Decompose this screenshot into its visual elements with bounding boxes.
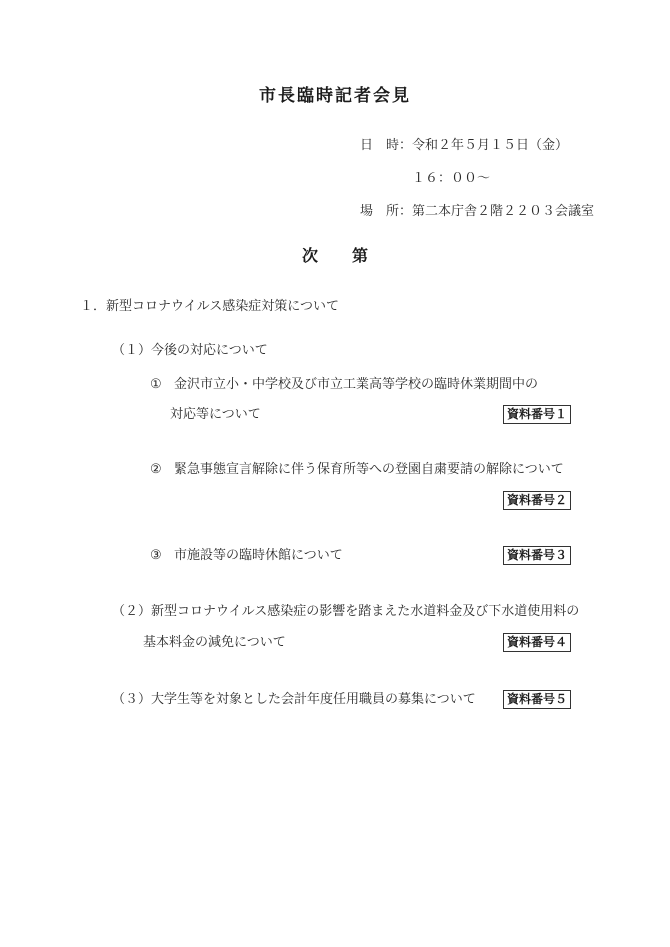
item-1-line1: 金沢市立小・中学校及び市立工業高等学校の臨時休業期間中の <box>174 377 539 392</box>
item-3-line1: 市施設等の臨時休館について <box>174 548 343 563</box>
item-3-marker: ③ <box>150 548 162 563</box>
document-number-badge-2: 資料番号２ <box>503 491 571 510</box>
section-1-label: １．新型コロナウイルス感染症対策について <box>80 299 339 314</box>
subsection-1-label: （１）今後の対応について <box>112 343 268 358</box>
item-1-marker: ① <box>150 377 162 392</box>
document-number-badge-1: 資料番号１ <box>503 405 571 424</box>
agenda-heading-right: 第 <box>352 246 369 265</box>
time-line: １６：００～ <box>412 171 491 186</box>
subsection-2-line1: （２）新型コロナウイルス感染症の影響を踏まえた水道料金及び下水道使用料の <box>112 604 580 619</box>
date-line: 日 時：令和２年５月１５日（金） <box>360 138 569 153</box>
item-1-line2: 対応等について <box>170 407 261 422</box>
agenda-heading <box>0 248 670 264</box>
item-2-line1: 緊急事態宣言解除に伴う保育所等への登園自粛要請の解除について <box>174 462 564 477</box>
place-line: 場 所：第二本庁舎２階２２０３会議室 <box>360 204 595 219</box>
document-number-badge-4: 資料番号４ <box>503 633 571 652</box>
subsection-2-line2: 基本料金の減免について <box>143 635 286 650</box>
agenda-heading-left: 次 <box>301 246 318 265</box>
document-number-badge-5: 資料番号５ <box>503 690 571 709</box>
subsection-3-line1: （３）大学生等を対象とした会計年度任用職員の募集について <box>112 692 476 707</box>
item-2-marker: ② <box>150 462 162 477</box>
document-title: 市長臨時記者会見 <box>259 86 411 106</box>
document-number-badge-3: 資料番号３ <box>503 546 571 565</box>
